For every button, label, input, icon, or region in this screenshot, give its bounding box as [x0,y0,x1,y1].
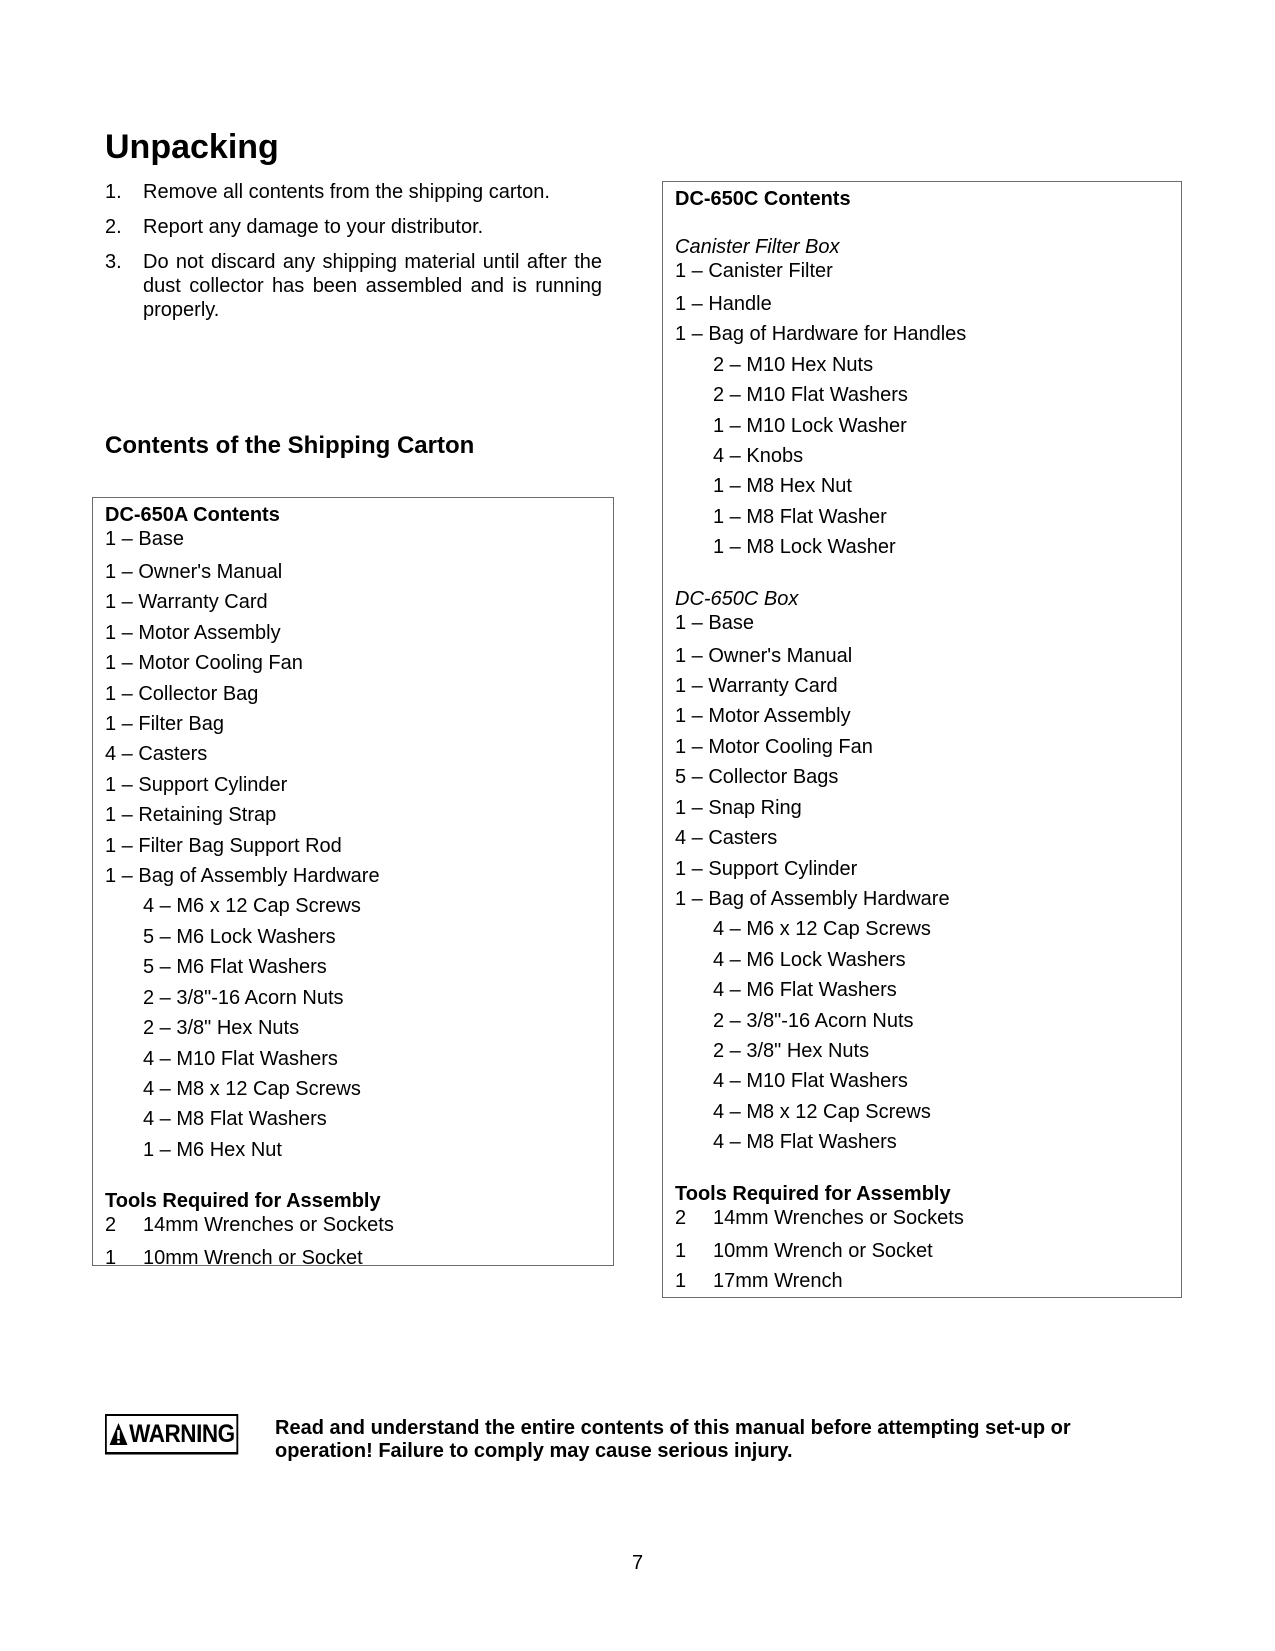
step-text: Remove all contents from the shipping carton. [143,181,550,203]
step-item [105,250,602,322]
hardware-item: 4 – Knobs [713,445,804,468]
parts-list [105,527,613,891]
list-item: 1 – Owner's Manual [675,644,853,667]
tool-name: 17mm Wrench [713,1269,843,1292]
list-item: 1 – Warranty Card [675,675,838,698]
hardware-item: 2 – 3/8" Hex Nuts [713,1039,870,1062]
hardware-item: 4 – M8 x 12 Cap Screws [713,1100,931,1123]
list-item: 1 – Base [675,611,754,634]
hardware-item: 2 – M10 Flat Washers [713,384,908,407]
list-item: 1 – Support Cylinder [675,857,858,880]
step-number: 2. [105,216,122,238]
warning-badge [105,1414,238,1454]
hardware-item: 4 – M8 Flat Washers [713,1131,897,1154]
hardware-item: 2 – M10 Hex Nuts [713,353,874,376]
hardware-item: 2 – 3/8"-16 Acorn Nuts [143,986,344,1009]
list-item: 4 – Casters [675,827,778,850]
hardware-item: 4 – M6 x 12 Cap Screws [713,918,931,941]
canister-parts-list [675,259,1181,350]
list-item: 1 – Motor Assembly [675,705,851,728]
step-item [105,215,602,239]
dc-650c-box-heading: DC-650C Box [675,587,799,610]
hardware-item: 5 – M6 Lock Washers [143,925,336,948]
tools-heading: Tools Required for Assembly [675,1182,951,1205]
hardware-item: 4 – M8 Flat Washers [143,1108,327,1131]
list-item: 4 – Casters [105,743,208,766]
step-text: Report any damage to your distributor. [143,216,484,238]
canister-box-heading: Canister Filter Box [675,236,840,258]
tool-item [105,1243,613,1273]
tools-heading: Tools Required for Assembly [105,1190,381,1213]
list-item: 1 – Bag of Hardware for Handles [675,323,967,346]
warning-label: WARNING [129,1419,235,1448]
handle-hardware-list [675,350,1181,563]
list-item: 1 – Canister Filter [675,260,833,282]
tool-name: 10mm Wrench or Socket [713,1239,933,1262]
list-item: 1 – Motor Cooling Fan [675,735,873,758]
hardware-item: 1 – M8 Hex Nut [713,475,852,498]
tool-quantity: 1 [675,1269,687,1292]
warning-text: Read and understand the entire contents of this manual before attempting set-up or operation! Failure to comply may cause serious injury. [275,1417,1071,1462]
tool-item [105,1213,613,1237]
step-text: Do not discard any shipping material until after the dust collector has been assembled and is running properly. [143,251,602,321]
tool-item [675,1236,1181,1266]
list-item: 1 – Bag of Assembly Hardware [105,865,380,888]
tool-name: 14mm Wrenches or Sockets [713,1206,964,1229]
hardware-item: 4 – M10 Flat Washers [143,1047,338,1070]
hardware-item: 4 – M6 Lock Washers [713,948,906,971]
tool-quantity: 1 [105,1247,117,1270]
step-item [105,180,602,204]
unpacking-steps [105,180,602,333]
tool-name: 10mm Wrench or Socket [143,1247,363,1270]
list-item: 1 – Bag of Assembly Hardware [675,887,950,910]
tool-item [675,1266,1181,1296]
section-heading: Contents of the Shipping Carton [105,432,475,459]
list-item: 1 – Filter Bag Support Rod [105,834,342,857]
hardware-item: 5 – M6 Flat Washers [143,956,327,979]
hardware-item: 1 – M8 Lock Washer [713,536,896,559]
hardware-item: 2 – 3/8" Hex Nuts [143,1017,300,1040]
tool-quantity: 2 [105,1214,117,1237]
list-item: 1 – Filter Bag [105,713,224,736]
hardware-item: 1 – M8 Flat Washer [713,505,887,528]
page-title: Unpacking [105,128,279,166]
hardware-item: 4 – M10 Flat Washers [713,1070,908,1093]
list-item: 1 – Motor Cooling Fan [105,652,303,675]
list-item: 1 – Owner's Manual [105,561,283,583]
step-number: 1. [105,181,122,203]
hardware-item: 1 – M10 Lock Washer [713,414,907,437]
warning-triangle-icon [108,1422,128,1446]
hardware-item: 1 – M6 Hex Nut [143,1138,282,1161]
hardware-list [675,914,1181,1157]
step-number: 3. [105,251,122,273]
list-item: 1 – Collector Bag [105,682,259,705]
tool-item [675,1206,1181,1230]
tools-list [675,1206,1181,1297]
parts-list [675,611,1181,915]
hardware-item: 4 – M6 x 12 Cap Screws [143,895,361,918]
page-number: 7 [631,1552,644,1574]
hardware-item: 4 – M6 Flat Washers [713,979,897,1002]
box-heading: DC-650A Contents [105,504,280,526]
list-item: 1 – Motor Assembly [105,621,281,644]
tool-name: 14mm Wrenches or Sockets [143,1214,394,1237]
dc-650a-contents-box [92,497,614,1270]
list-item: 1 – Retaining Strap [105,804,277,827]
tool-quantity: 1 [675,1239,687,1262]
hardware-item: 4 – M8 x 12 Cap Screws [143,1077,361,1100]
hardware-item: 2 – 3/8"-16 Acorn Nuts [713,1009,914,1032]
list-item: 1 – Handle [675,293,772,315]
dc-650c-contents-box [662,181,1182,1298]
list-item: 1 – Warranty Card [105,591,268,614]
list-item: 1 – Snap Ring [675,796,802,819]
tool-quantity: 2 [675,1206,687,1229]
box-heading: DC-650C Contents [675,188,851,210]
list-item: 5 – Collector Bags [675,766,839,789]
list-item: 1 – Support Cylinder [105,773,288,796]
tools-list [105,1213,613,1273]
hardware-list [105,891,613,1165]
list-item: 1 – Base [105,528,184,550]
